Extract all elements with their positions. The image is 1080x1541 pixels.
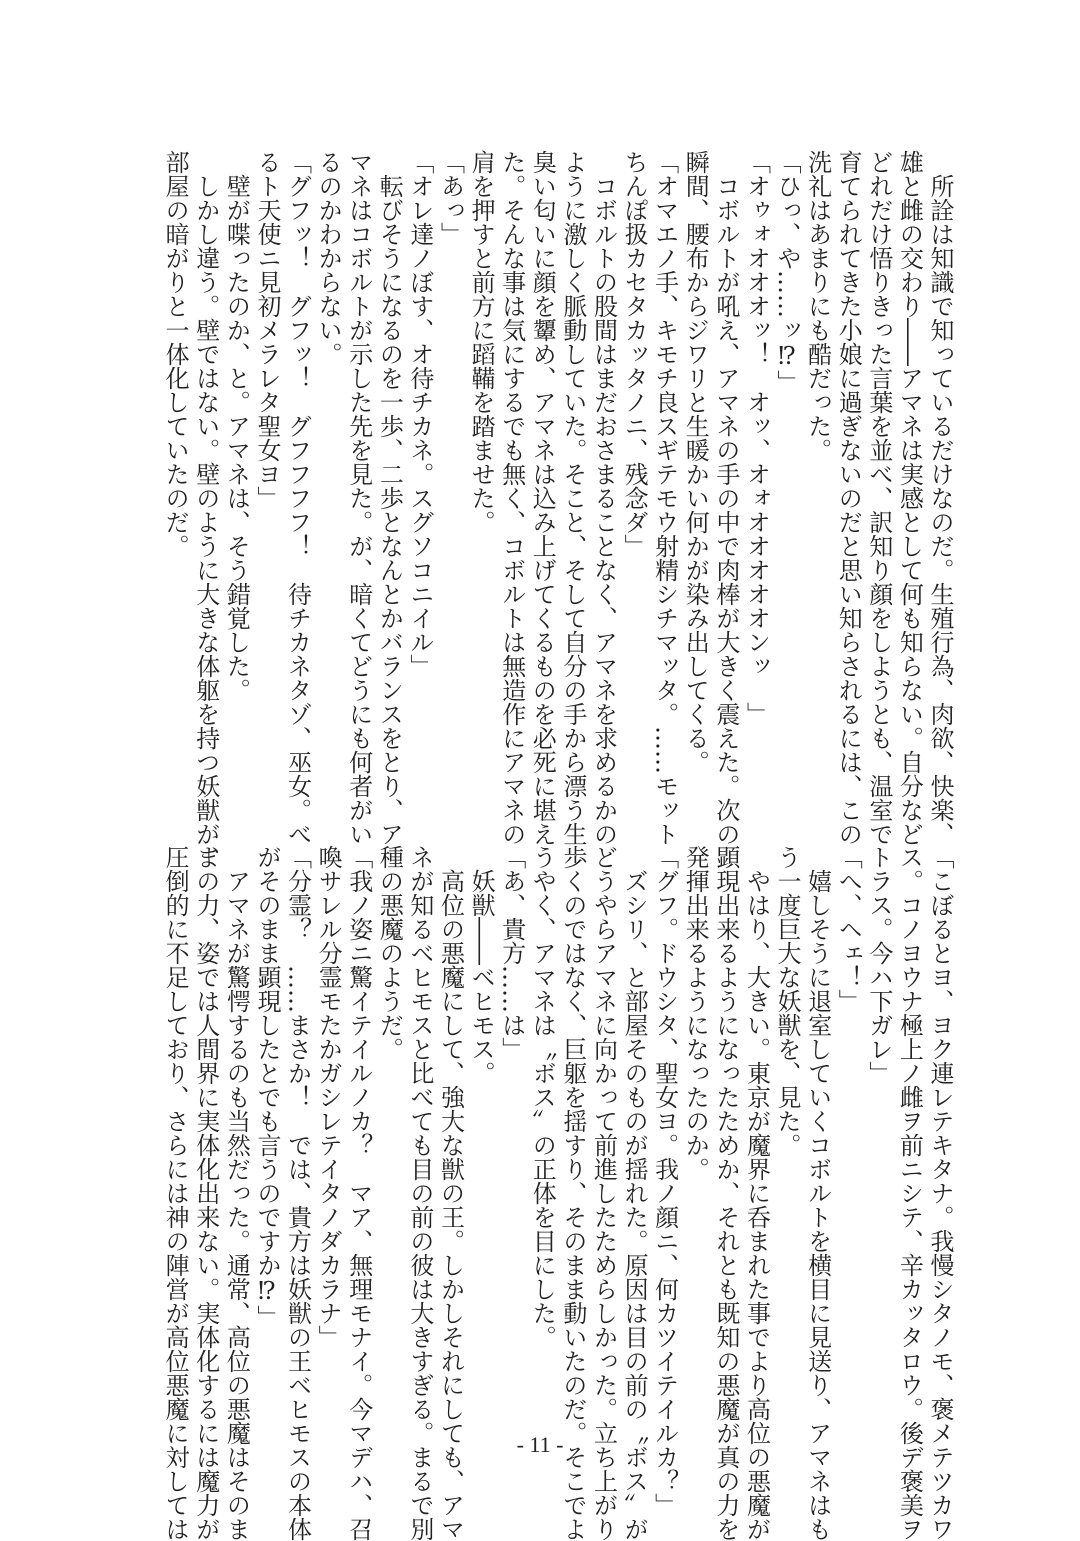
text-line: 「あ、貴方……は」 — [497, 845, 526, 1061]
text-line: 高位の悪魔にして、強大な獣の王。しかしそれにしても、アマ — [436, 845, 465, 1541]
text-line: ように激しく脈動していた。そこと、そして自分の手から漂う生 — [558, 150, 587, 846]
text-line: 妖獣――ベヒモス。 — [467, 845, 496, 1085]
text-line: やはり、大きい。東京が魔界に呑まれた事でより高位の悪魔が — [742, 845, 771, 1541]
text-line: まの力、姿では人間界に実体化出来ない。実体化するには魔力が — [191, 845, 220, 1541]
page-number: - 11 - — [516, 1432, 564, 1457]
text-line: 「グフ。ドウシタ、聖女ヨ。我ノ顔ニ、何カツイテイルカ？」 — [650, 845, 679, 1517]
text-line: 顕現出来るようになったためか、それとも既知の悪魔が真の力を — [711, 845, 740, 1541]
text-line: 「オレ達ノぼす、オ待チカネ。スグソコニイル」 — [405, 150, 434, 678]
text-line: 臭い匂いに顔を顰め、アマネは込み上げてくるものを必死に堪え — [528, 150, 557, 846]
text-line: ネが知るベヒモスと比べても目の前の彼は大きすぎる。まるで別 — [405, 845, 434, 1541]
text-line: た。そんな事は気にするでも無く、コボルトは無造作にアマネの — [497, 150, 526, 846]
text-line: しかし違う。壁ではない。壁のように大きな体躯を持つ妖獣が、 — [191, 150, 220, 870]
text-block-top — [159, 150, 955, 870]
text-line: 「グフッ！ グフッ！ グフフフフ！ 待チカネタゾ、巫女。べ — [283, 150, 312, 846]
text-line: 部屋の暗がりと一体化していたのだ。 — [161, 150, 190, 558]
text-line: 「オマエノ手、キモチ良スギテモウ射精シチマッタ。……モット — [650, 150, 679, 846]
text-line: コボルトの股間はまだおさまることなく、アマネを求めるかの — [589, 150, 618, 846]
text-line: るのかわからない。 — [314, 150, 343, 366]
text-line: マネはコボルトが示した先を見た。が、暗くてどうにも何者がい — [344, 150, 373, 846]
text-line: 種の悪魔のようだ。 — [375, 845, 404, 1061]
text-line: 「我ノ姿ニ驚イテイルノカ？ マア、無理モナイ。今マデハ、召 — [344, 845, 373, 1541]
text-line: 「あっ」 — [436, 150, 465, 246]
text-line: どうやらアマネに向かって前進したためらしかった。立ち上がり — [589, 845, 618, 1541]
text-line: 喚サレル分霊モたかガシレテイタノダカラナ」 — [314, 845, 343, 1349]
text-line: 歩くのではなく、巨躯を揺すり、そのまま動いたのだ。そこでよ — [558, 845, 587, 1541]
text-line: う一度巨大な妖獣を、見た。 — [773, 845, 802, 1157]
text-line: 所詮は知識で知っているだけなのだ。生殖行為、肉欲、快楽、 — [926, 150, 954, 846]
text-line: 「分霊？ ……まさか！ では、貴方は妖獣の王ベヒモスの本体 — [283, 845, 312, 1541]
text-line: 嬉しそうに退室していくコボルトを横目に見送り、アマネはも — [803, 845, 832, 1541]
text-line: どれだけ悟りきった言葉を並べ、訳知り顔をしようとも、温室で — [864, 150, 893, 846]
text-line: 「こぼるとヨ、ヨク連レテキタナ。我慢シタノモ、褒メテツカワ — [926, 845, 954, 1541]
text-line: トラス。今ハ下ガレ」 — [864, 845, 893, 1085]
text-line: 転びそうになるのを一歩、二歩となんとかバランスをとり、ア — [375, 150, 404, 846]
text-line: 雄と雌の交わり――アマネは実感として何も知らない。自分など — [895, 150, 924, 846]
text-line: うやく、アマネは〝ボス〟の正体を目にした。 — [528, 845, 557, 1349]
text-line: ズシリ、と部屋そのものが揺れた。原因は目の前の〝ボス〟が — [620, 845, 649, 1541]
text-line: がそのまま顕現したとでも言うのですか⁉」 — [252, 845, 281, 1329]
text-line: 洗礼はあまりにも酷だった。 — [803, 150, 832, 462]
text-line: 「ひっ、や……ッ⁉」 — [773, 150, 802, 394]
text-line: るト天使ニ見初メラレタ聖女ヨ」 — [252, 150, 281, 510]
text-line: ス。コノヨウナ極上ノ雌ヲ前ニシテ、辛カッタロウ。後デ褒美ヲ — [895, 845, 924, 1541]
text-line: ちんぽ扱カセタカッタノニ、残念ダ」 — [620, 150, 649, 558]
text-line: コボルトが吼え、アマネの手の中で肉棒が大きく震えた。次の — [711, 150, 740, 846]
text-line: アマネが驚愕するのも当然だった。通常、高位の悪魔はそのま — [222, 845, 251, 1541]
text-line: 発揮出来るようになったのか。 — [681, 845, 710, 1181]
text-line: 肩を押すと前方に蹈鞴を踏ませた。 — [467, 150, 496, 534]
text-line: 壁が喋ったのか、と。アマネは、そう錯覚した。 — [222, 150, 251, 702]
text-line: 瞬間、腰布からジワリと生暖かい何かが染み出してくる。 — [681, 150, 710, 774]
text-line: 「オゥォオオオッ！ オッ、オォオオオオオンッ 」 — [742, 150, 771, 726]
text-line: 育てられてきた小娘に過ぎないのだと思い知らされるには、この — [834, 150, 863, 846]
text-line: 「へ、ヘェ！」 — [834, 845, 863, 1013]
text-line: 圧倒的に不足しており、さらには神の陣営が高位悪魔に対しては — [161, 845, 190, 1541]
